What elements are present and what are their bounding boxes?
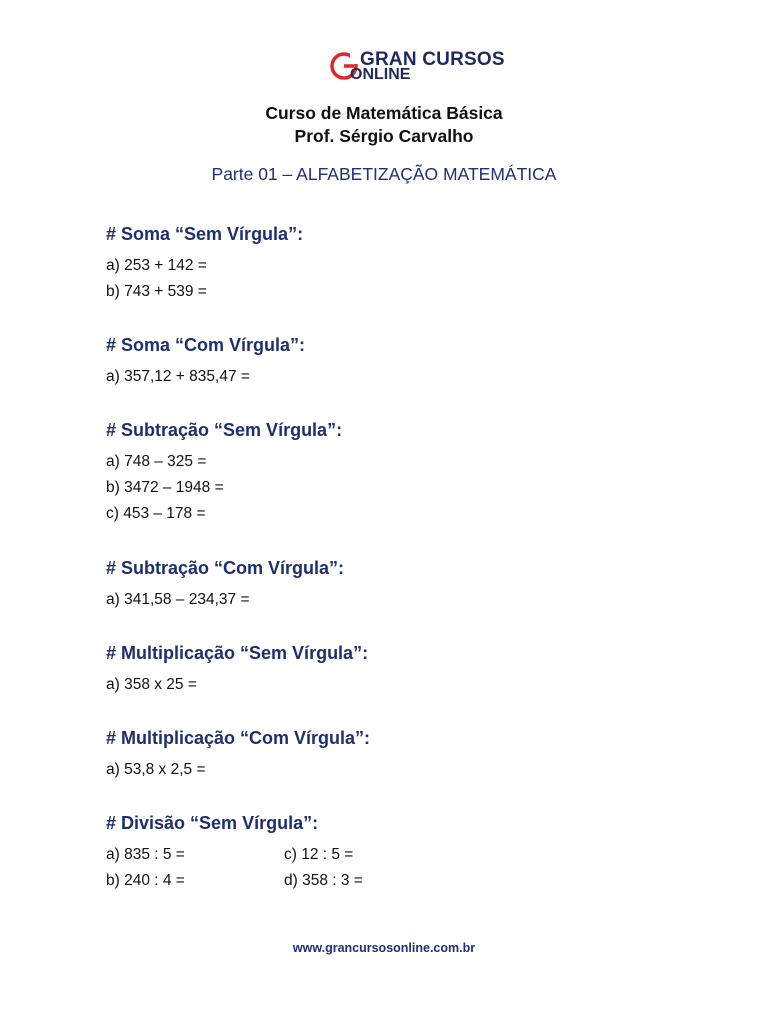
exercise-item: a) 253 + 142 = [106, 257, 207, 274]
exercise-item: a) 53,8 x 2,5 = [106, 761, 206, 778]
section-title: # Multiplicação “Com Vírgula”: [106, 728, 371, 748]
professor-name: Prof. Sérgio Carvalho [294, 126, 474, 146]
section-subtracao-com-virgula [106, 557, 706, 615]
exercise-item: a) 341,58 – 234,37 = [106, 591, 250, 608]
exercise-item: d) 358 : 3 = [284, 872, 363, 889]
section-title: # Divisão “Sem Vírgula”: [106, 813, 319, 833]
section-title: # Multiplicação “Sem Vírgula”: [106, 643, 369, 663]
exercise-item: b) 743 + 539 = [106, 283, 207, 300]
part-title: Parte 01 – ALFABETIZAÇÃO MATEMÁTICA [211, 164, 557, 184]
section-title: # Subtração “Sem Vírgula”: [106, 420, 343, 440]
section-subtracao-sem-virgula [106, 419, 706, 529]
section-soma-sem-virgula [106, 223, 706, 307]
division-exercises [106, 844, 706, 896]
section-title: # Soma “Sem Vírgula”: [106, 224, 304, 244]
exercise-item: b) 240 : 4 = [106, 872, 185, 889]
exercise-item: a) 835 : 5 = [106, 846, 185, 863]
exercise-item: c) 12 : 5 = [284, 846, 354, 863]
logo-text-line2: ONLINE [350, 66, 411, 83]
exercise-item: a) 357,12 + 835,47 = [106, 368, 250, 385]
exercise-item: c) 453 – 178 = [106, 505, 206, 522]
section-title: # Soma “Com Vírgula”: [106, 335, 306, 355]
section-soma-com-virgula [106, 334, 706, 392]
exercise-item: b) 3472 – 1948 = [106, 479, 224, 496]
brand-logo [330, 49, 505, 84]
exercise-item: a) 748 – 325 = [106, 453, 207, 470]
course-title: Curso de Matemática Básica [265, 103, 503, 123]
section-title: # Subtração “Com Vírgula”: [106, 558, 345, 578]
footer-url[interactable]: www.grancursosonline.com.br [292, 941, 476, 955]
section-multiplicacao-com-virgula [106, 727, 706, 785]
logo-text-line1: GRAN CURSOS [360, 49, 505, 70]
section-multiplicacao-sem-virgula [106, 642, 706, 700]
exercise-item: a) 358 x 25 = [106, 676, 197, 693]
section-divisao-sem-virgula [106, 812, 706, 896]
